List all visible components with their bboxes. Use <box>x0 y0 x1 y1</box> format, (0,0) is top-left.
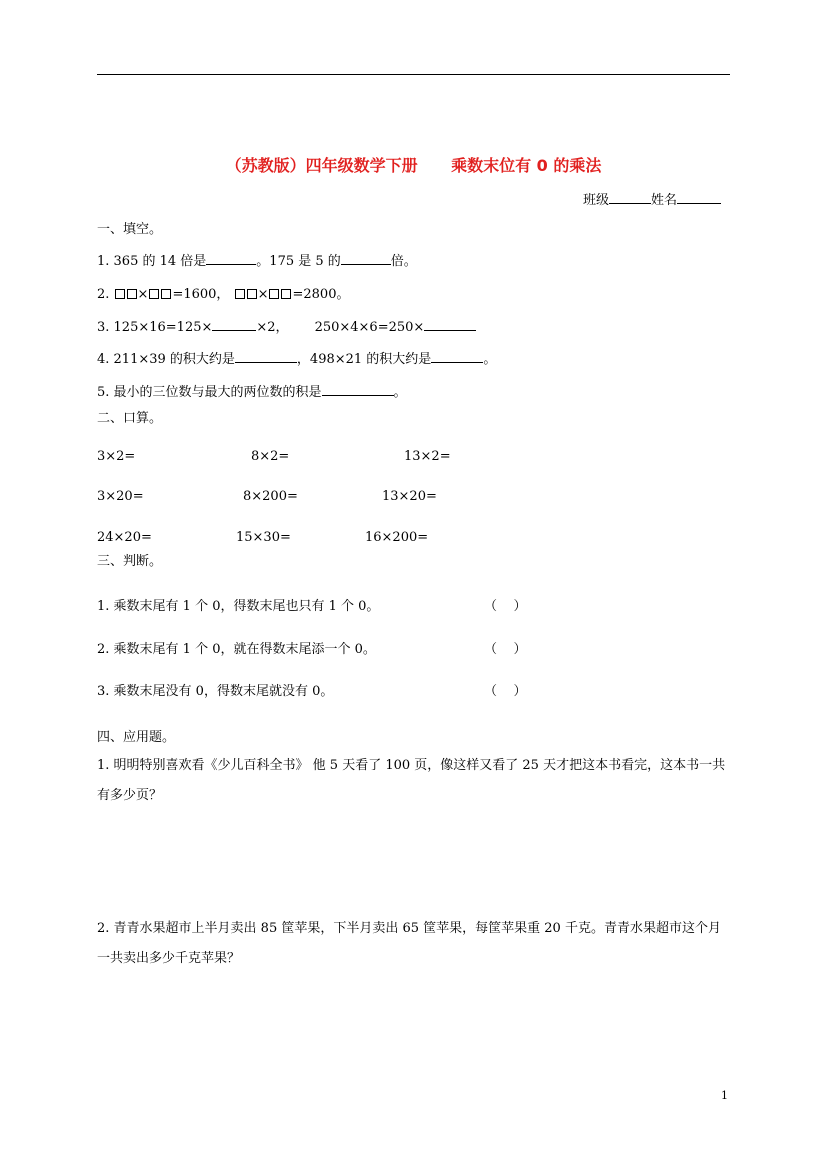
calc-item: 8×200= <box>243 489 298 504</box>
digit-box[interactable] <box>161 289 171 299</box>
digit-box[interactable] <box>247 289 257 299</box>
calc-item: 24×20= <box>97 530 152 545</box>
calc-item: 15×30= <box>236 530 291 545</box>
page-number: 1 <box>721 1089 728 1102</box>
answer-blank[interactable] <box>212 318 256 331</box>
section2-heading: 二、口算。 <box>97 411 163 426</box>
digit-box[interactable] <box>281 289 291 299</box>
answer-blank[interactable] <box>206 252 256 265</box>
judge-item-3: 3. 乘数末尾没有 0，得数末尾就没有 0。 <box>97 684 334 699</box>
calc-item: 8×2= <box>251 449 290 464</box>
judge-item-2: 2. 乘数末尾有 1 个 0，就在得数末尾添一个 0。 <box>97 642 376 657</box>
word-problem-2: 2. 青青水果超市上半月卖出 85 筐苹果，下半月卖出 65 筐苹果，每筐苹果重 20 千克。青青水果超市这个月一共卖出多少千克苹果？ <box>97 921 721 966</box>
question-1-5: 5. 最小的三位数与最大的两位数的积是 。 <box>97 385 407 400</box>
answer-blank[interactable] <box>431 350 483 363</box>
answer-blank[interactable] <box>424 318 476 331</box>
page-title: （苏教版）四年级数学下册 乘数末位有 0 的乘法 <box>225 156 602 175</box>
section1-heading: 一、填空。 <box>97 222 163 237</box>
question-1-3: 3. 125×16=125× ×2， 250×4×6=250× <box>97 316 476 335</box>
judge-answer-3[interactable]: （ ） <box>484 684 527 699</box>
calc-item: 16×200= <box>365 530 429 545</box>
header-rule <box>97 74 730 75</box>
calc-item: 13×20= <box>382 489 437 504</box>
question-1-4: 4. 211×39 的积大约是 ，498×21 的积大约是 。 <box>97 352 497 367</box>
judge-answer-2[interactable]: （ ） <box>484 642 527 657</box>
class-name-line <box>583 189 721 208</box>
judge-answer-1[interactable]: （ ） <box>484 599 527 614</box>
section3-heading: 三、判断。 <box>97 554 163 569</box>
digit-box[interactable] <box>149 289 159 299</box>
digit-box[interactable] <box>269 289 279 299</box>
judge-item-1: 1. 乘数末尾有 1 个 0，得数末尾也只有 1 个 0。 <box>97 599 380 614</box>
calc-item: 3×20= <box>97 489 144 504</box>
calc-item: 3×2= <box>97 449 136 464</box>
name-label: 姓名 <box>651 193 678 208</box>
class-label: 班级 <box>583 193 610 208</box>
answer-blank[interactable] <box>341 252 391 265</box>
name-blank[interactable] <box>677 191 721 204</box>
answer-blank[interactable] <box>235 350 297 363</box>
digit-box[interactable] <box>235 289 245 299</box>
word-problem-1: 1. 明明特别喜欢看《少儿百科全书》 他 5 天看了 100 页，像这样又看了 25 天才把这本书看完，这本书一共有多少页？ <box>97 758 726 803</box>
answer-blank[interactable] <box>322 383 394 396</box>
digit-box[interactable] <box>115 289 125 299</box>
section4-heading: 四、应用题。 <box>97 730 176 745</box>
question-1-2: 2. × =1600， × =2800。 <box>97 287 350 302</box>
class-blank[interactable] <box>609 191 651 204</box>
calc-item: 13×2= <box>404 449 451 464</box>
digit-box[interactable] <box>127 289 137 299</box>
question-1-1: 1. 365 的 14 倍是 。175 是 5 的 倍。 <box>97 254 417 269</box>
